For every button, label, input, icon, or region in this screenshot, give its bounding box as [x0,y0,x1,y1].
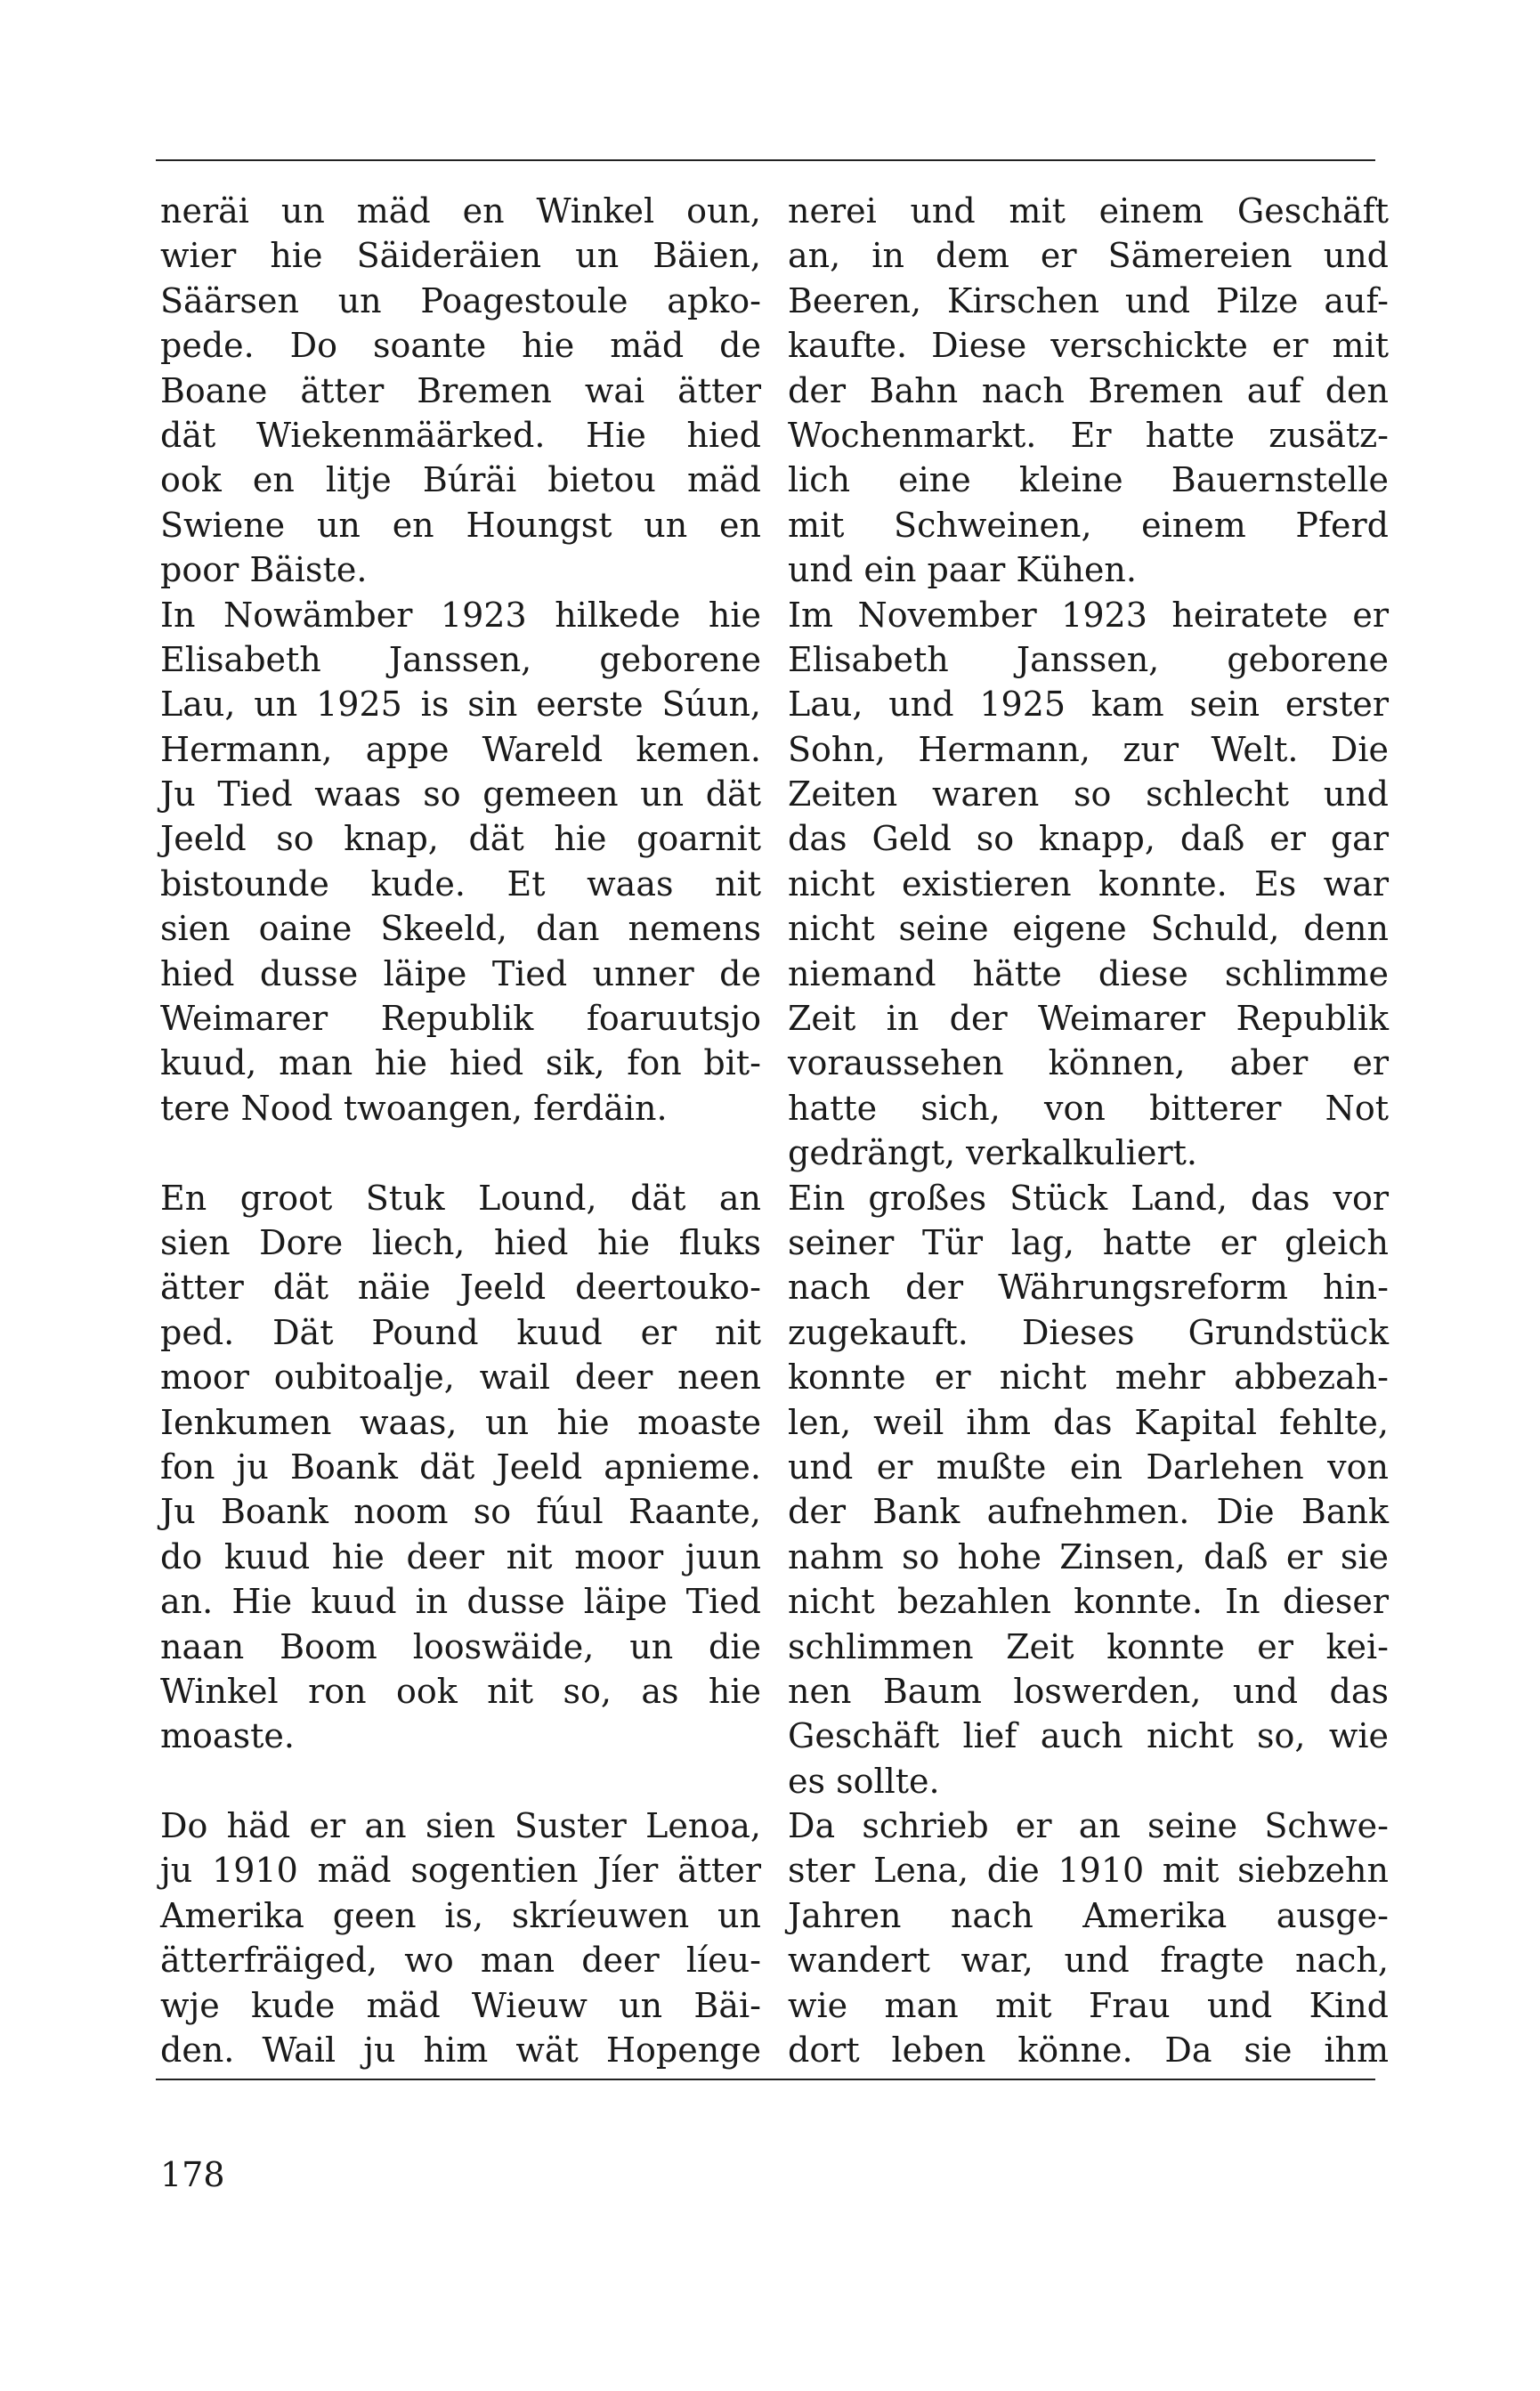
text-line: Ju Boank noom so fúul Raante, [160,1492,761,1532]
text-line: moor oubitoalje, wail deer neen [160,1358,761,1398]
text-line: Zeiten waren so schlecht und [788,774,1389,815]
paragraph-gap [160,1759,761,1803]
text-line: Swiene un en Houngst un en [160,505,761,545]
text-line: wje kude mäd Wieuw un Bäi- [160,1985,761,2025]
text-line: Wochenmarkt. Er hatte zusätz- [788,415,1389,455]
text-line: Ju Tied waas so gemeen un dät [160,774,761,815]
text-line: nerei und mit einem Geschäft [788,191,1389,231]
left-column-low-german [160,189,761,2072]
text-line: Säärsen un Poagestoule apko- [160,280,761,320]
text-line: nicht existieren konnte. Es war [788,863,1389,904]
text-line: Hermann, appe Wareld kemen. [160,729,761,769]
text-line: nen Baum loswerden, und das [788,1671,1389,1711]
text-line: Zeit in der Weimarer Republik [788,999,1389,1039]
page-number: 178 [160,2155,225,2194]
text-line: voraussehen können, aber er [788,1043,1389,1083]
text-line: lich eine kleine Bauernstelle [788,460,1389,500]
text-line: dort leben könne. Da sie ihm [788,2030,1389,2071]
text-line: Ienkumen waas, un hie moaste [160,1402,761,1442]
text-line: und er mußte ein Darlehen von [788,1447,1389,1487]
text-line: hatte sich, von bitterer Not [788,1088,1389,1128]
text-line: Beeren, Kirschen und Pilze auf- [788,280,1389,320]
text-line: ätter dät näie Jeeld deertouko- [160,1268,761,1308]
text-line: hied dusse läipe Tied unner de [160,953,761,993]
text-line: wie man mit Frau und Kind [788,1985,1389,2025]
text-line: Elisabeth Janssen, geborene [788,639,1389,679]
text-line: sien Dore liech, hied hie fluks [160,1222,761,1262]
text-line: tere Nood twoangen, ferdäin. [160,1088,668,1128]
text-line: moaste. [160,1716,295,1756]
text-line: zugekauft. Dieses Grundstück [788,1312,1389,1352]
text-line: bistounde kude. Et waas nit [160,863,761,904]
text-line: Im November 1923 heiratete er [788,595,1389,635]
text-line: Da schrieb er an seine Schwe- [788,1806,1389,1846]
text-line: naan Boom looswäide, un die [160,1626,761,1666]
text-line: und ein paar Kühen. [788,550,1137,590]
text-line: an. Hie kuud in dusse läipe Tied [160,1582,761,1622]
text-line: schlimmen Zeit konnte er kei- [788,1626,1389,1666]
text-line: konnte er nicht mehr abbezah- [788,1358,1389,1398]
text-line: der Bank aufnehmen. Die Bank [788,1492,1389,1532]
text-line: nicht seine eigene Schuld, denn [788,909,1389,949]
text-line: Boane ätter Bremen wai ätter [160,370,761,410]
text-line: mit Schweinen, einem Pferd [788,505,1389,545]
text-line: Jeeld so knap, dät hie goarnit [160,819,761,859]
text-line: an, in dem er Sämereien und [788,236,1389,276]
text-line: Winkel ron ook nit so, as hie [160,1671,761,1711]
text-line: wandert war, und fragte nach, [788,1941,1389,1981]
text-line: nahm so hohe Zinsen, daß er sie [788,1536,1389,1576]
text-line: wier hie Säideräien un Bäien, [160,236,761,276]
right-column-german [788,189,1389,2072]
text-line: gedrängt, verkalkuliert. [788,1133,1197,1173]
text-line: nach der Währungsreform hin- [788,1268,1389,1308]
text-line: Jahren nach Amerika ausge- [788,1895,1389,1935]
text-line: kaufte. Diese verschickte er mit [788,326,1389,366]
paragraph-gap [160,1131,761,1175]
text-line: Weimarer Republik foaruutsjo [160,999,761,1039]
text-line: pede. Do soante hie mäd de [160,326,761,366]
text-line: niemand hätte diese schlimme [788,953,1389,993]
text-line: ju 1910 mäd sogentien Jíer ätter [160,1851,761,1891]
text-line: Sohn, Hermann, zur Welt. Die [788,729,1389,769]
text-line: es sollte. [788,1761,940,1801]
text-line: Elisabeth Janssen, geborene [160,639,761,679]
text-line: sien oaine Skeeld, dan nemens [160,909,761,949]
text-line: Amerika geen is, skríeuwen un [160,1895,761,1935]
text-line: len, weil ihm das Kapital fehlte, [788,1402,1389,1442]
text-line: En groot Stuk Lound, dät an [160,1178,761,1218]
text-line: ook en litje Búräi bietou mäd [160,460,761,500]
text-line: ätterfräiged, wo man deer líeu- [160,1941,761,1981]
text-line: seiner Tür lag, hatte er gleich [788,1222,1389,1262]
text-line: ster Lena, die 1910 mit siebzehn [788,1851,1389,1891]
text-line: poor Bäiste. [160,550,368,590]
text-line: der Bahn nach Bremen auf den [788,370,1389,410]
text-line: das Geld so knapp, daß er gar [788,819,1389,859]
text-line: kuud, man hie hied sik, fon bit- [160,1043,761,1083]
text-line: Geschäft lief auch nicht so, wie [788,1716,1389,1756]
text-line: ped. Dät Pound kuud er nit [160,1312,761,1352]
text-line: fon ju Boank dät Jeeld apnieme. [160,1447,761,1487]
text-line: neräi un mäd en Winkel oun, [160,191,761,231]
text-line: nicht bezahlen konnte. In dieser [788,1582,1389,1622]
text-line: do kuud hie deer nit moor juun [160,1536,761,1576]
text-line: Lau, un 1925 is sin eerste Súun, [160,685,761,725]
text-line: Do häd er an sien Suster Lenoa, [160,1806,761,1846]
text-line: Ein großes Stück Land, das vor [788,1178,1389,1218]
text-line: dät Wiekenmäärked. Hie hied [160,415,761,455]
text-line: In Nowämber 1923 hilkede hie [160,595,761,635]
text-line: Lau, und 1925 kam sein erster [788,685,1389,725]
text-line: den. Wail ju him wät Hopenge [160,2030,761,2071]
bottom-rule [156,2079,1375,2080]
top-rule [156,159,1375,161]
